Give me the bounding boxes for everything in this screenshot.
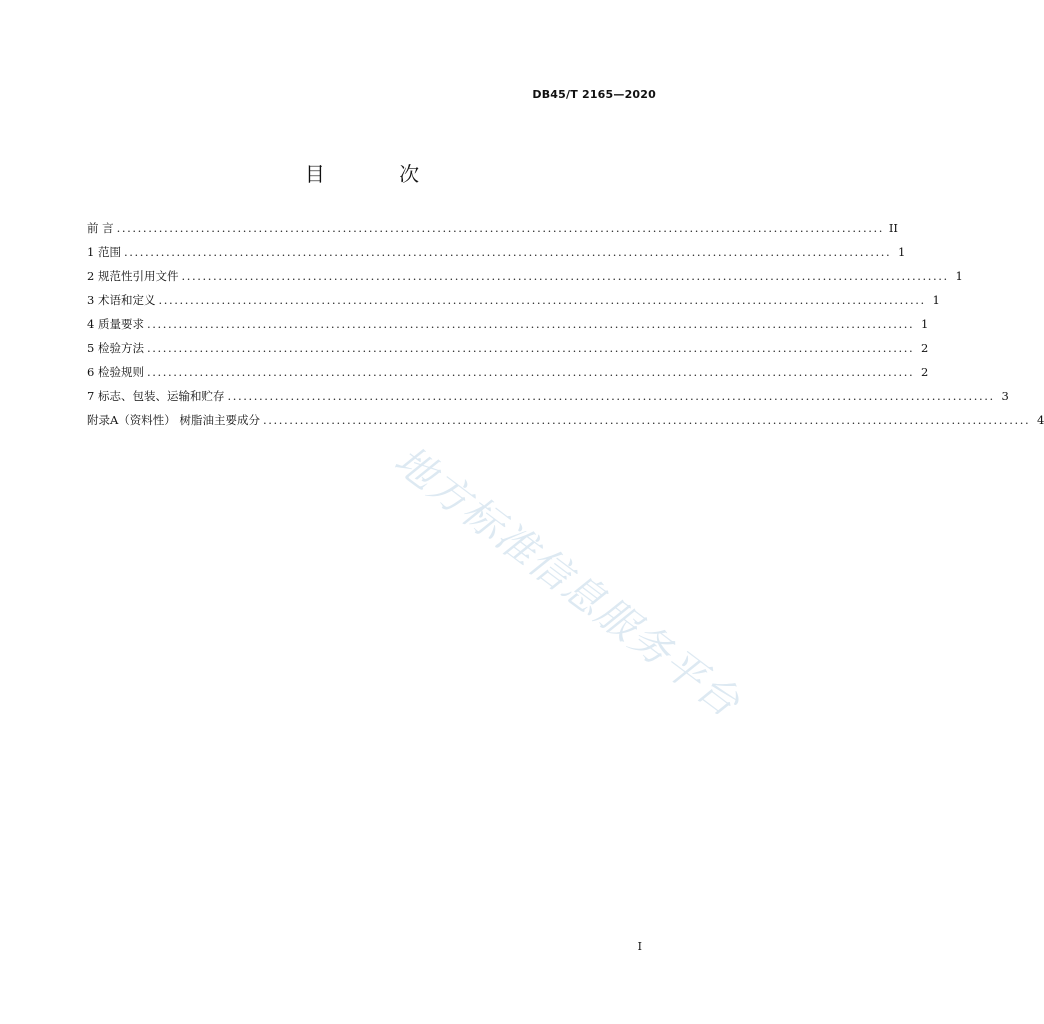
toc-leader-dots: .................................................................................................................................................. (146, 341, 915, 355)
toc-entry-page: 2 (920, 365, 929, 379)
toc-entry-quality-requirements[interactable] (87, 312, 929, 336)
toc-entry-test-methods[interactable] (87, 336, 929, 360)
toc-entry-label: 前 言 (87, 221, 114, 235)
page-title: 目 次 (304, 162, 454, 186)
toc-entry-normative-references[interactable] (87, 264, 963, 288)
toc-entry-page: 3 (1001, 389, 1009, 403)
toc-entry-inspection-rules[interactable] (87, 360, 929, 384)
toc-entry-label: 3 术语和定义 (87, 293, 156, 307)
toc-leader-dots: .................................................................................................................................................. (262, 413, 1031, 427)
toc-leader-dots: .................................................................................................................................................. (227, 389, 995, 403)
toc-leader-dots: .................................................................................................................................................. (146, 317, 915, 331)
toc-entry-page: II (888, 221, 898, 235)
toc-entry-label: 2 规范性引用文件 (87, 269, 179, 283)
toc-entry-label: 附录A（资料性） 树脂油主要成分 (87, 413, 260, 427)
toc-entry-label: 6 检验规则 (87, 365, 144, 379)
toc-entry-page: 1 (920, 317, 929, 331)
toc-entry-label: 1 范围 (87, 245, 121, 259)
toc-leader-dots: .................................................................................................................................................. (116, 221, 884, 235)
toc-leader-dots: .................................................................................................................................................. (123, 245, 892, 259)
toc-entry-appendix-a[interactable] (87, 408, 1044, 432)
watermark: 地方标准信息服务平台 (385, 437, 749, 727)
toc-entry-marking-packaging[interactable] (87, 384, 1009, 408)
table-of-contents (87, 216, 1044, 432)
toc-entry-label: 7 标志、包装、运输和贮存 (87, 389, 225, 403)
toc-entry-foreword[interactable] (87, 216, 898, 240)
toc-leader-dots: .................................................................................................................................................. (158, 293, 926, 307)
toc-entry-terms[interactable] (87, 288, 940, 312)
toc-entry-page: 1 (897, 245, 906, 259)
toc-leader-dots: .................................................................................................................................................. (181, 269, 949, 283)
page-number: I (637, 940, 642, 953)
document-code: DB45/T 2165—2020 (532, 88, 656, 101)
toc-leader-dots: .................................................................................................................................................. (146, 365, 915, 379)
toc-entry-page: 2 (920, 341, 929, 355)
toc-entry-label: 4 质量要求 (87, 317, 144, 331)
toc-entry-label: 5 检验方法 (87, 341, 144, 355)
toc-entry-page: 1 (955, 269, 963, 283)
toc-entry-scope[interactable] (87, 240, 906, 264)
toc-entry-page: 1 (932, 293, 940, 307)
toc-entry-page: 4 (1036, 413, 1044, 427)
